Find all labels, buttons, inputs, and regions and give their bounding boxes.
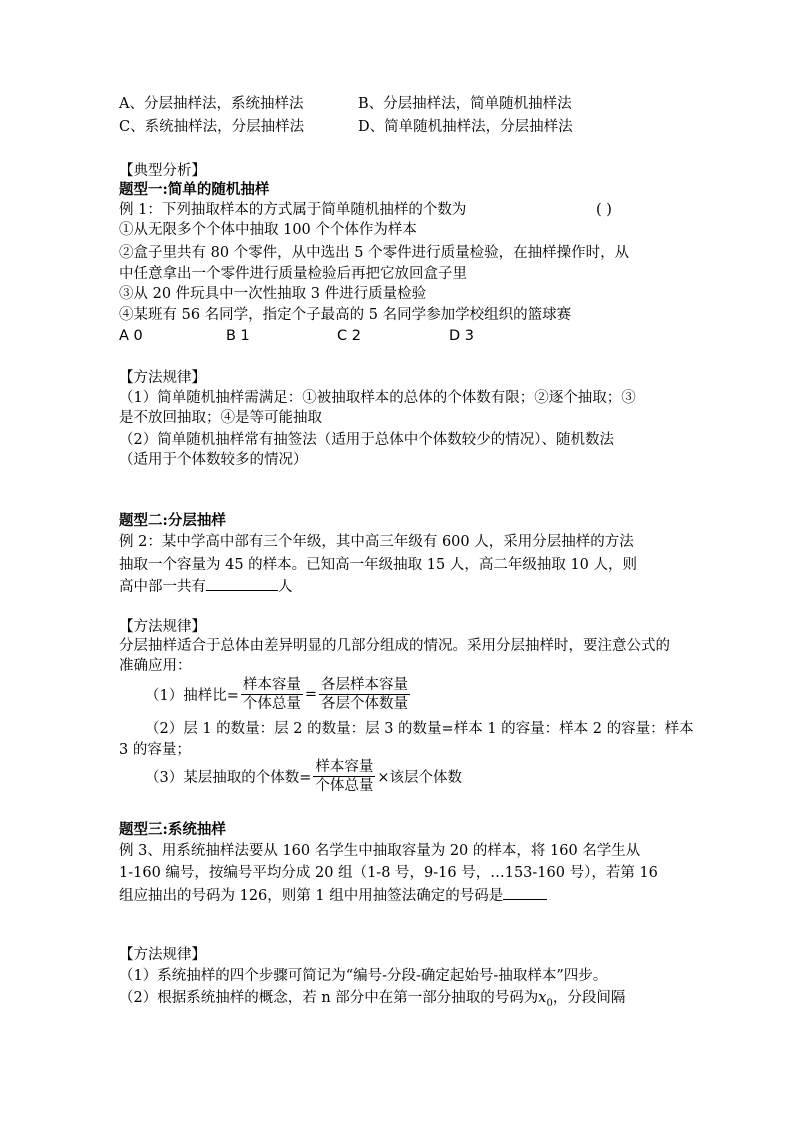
formula1-equals: = (304, 686, 318, 703)
fraction-layer-sample-over-layer-count (319, 676, 410, 713)
fraction-sample-over-total (241, 676, 303, 713)
type1-choice-b: B 1 (226, 328, 250, 344)
type2-rule-line-2: 准确应用： (119, 658, 192, 674)
option-a: A、分层抽样法，系统抽样法 (119, 96, 304, 112)
type3-rule-tail: ，分段间隔 (552, 990, 626, 1006)
type2-title: 题型二:分层抽样 (119, 512, 226, 529)
type1-answer-paren: ( ) (596, 202, 612, 218)
type3-example-line-3 (119, 885, 547, 906)
option-b: B、分层抽样法，简单随机抽样法 (358, 96, 572, 112)
formula2-line-2: 3 的容量； (119, 742, 191, 758)
type2-example-line-3 (119, 576, 293, 597)
type1-rule-title: 【方法规律】 (119, 370, 206, 386)
fraction-denominator: 个体总量 (315, 778, 374, 794)
type3-rule-text: （2）根据系统抽样的概念，若 n 部分中在第一部分抽取的号码为 (119, 990, 539, 1006)
type1-choice-c: C 2 (337, 328, 361, 344)
type1-title: 题型一:简单的随机抽样 (119, 181, 270, 198)
type1-rule-line-2: 是不放回抽取；④是等可能抽取 (119, 410, 322, 426)
type2-example-suffix: 人 (278, 579, 293, 595)
answer-blank (503, 885, 547, 900)
type2-rule-line-1: 分层抽样适合于总体由差异明显的几部分组成的情况。采用分层抽样时，要注意公式的 (119, 638, 670, 654)
section-title: 【典型分析】 (119, 163, 206, 179)
type3-rule-line-2 (119, 988, 625, 1014)
option-d: D、简单随机抽样法，分层抽样法 (358, 119, 573, 135)
type2-example-line-2: 抽取一个容量为 45 的样本。已知高一年级抽取 15 人，高二年级抽取 10 人，则 (119, 557, 638, 573)
fraction-denominator: 个体总量 (242, 696, 301, 712)
formula-sampling-ratio (145, 676, 412, 713)
type2-rule-title: 【方法规律】 (119, 619, 206, 635)
x-subscript: 0 (546, 997, 553, 1009)
formula2-line-1: （2）层 1 的数量：层 2 的数量：层 3 的数量=样本 1 的容量：样本 2 的容量：样本 (145, 721, 694, 737)
option-c: C、系统抽样法，分层抽样法 (119, 119, 305, 135)
fraction-numerator: 各层样本容量 (321, 677, 409, 693)
fraction-numerator: 样本容量 (242, 677, 301, 693)
type3-title: 题型三:系统抽样 (119, 821, 226, 838)
formula3-suffix: ×该层个体数 (377, 770, 463, 786)
x0-variable (538, 990, 553, 1009)
formula1-prefix: （1）抽样比= (145, 688, 239, 704)
type1-example (119, 200, 466, 220)
type1-item-1: ①从无限多个个体中抽取 100 个个体作为样本 (119, 222, 417, 238)
type1-choice-a: A 0 (119, 328, 143, 344)
type1-example-text: 例 1：下列抽取样本的方式属于简单随机抽样的个数为 (119, 202, 467, 218)
type1-item-3: ③从 20 件玩具中一次性抽取 3 件进行质量检验 (119, 286, 427, 302)
type1-choice-d: D 3 (449, 328, 474, 344)
type1-rule-line-1: （1）简单随机抽样需满足：①被抽取样本的总体的个体数有限；②逐个抽取；③ (119, 390, 636, 406)
type3-rule-title: 【方法规律】 (119, 947, 206, 963)
type1-rule-line-4: （适用于个体数较多的情况） (119, 452, 308, 468)
formula-layer-count (145, 758, 462, 795)
type2-example-text: 高中部一共有 (119, 579, 206, 595)
type3-rule-line-1: （1）系统抽样的四个步骤可简记为“编号-分段-确定起始号-抽取样本”四步。 (119, 968, 608, 984)
fraction-numerator: 样本容量 (315, 759, 374, 775)
type1-item-2-cont: 中任意拿出一个零件进行质量检验后再把它放回盒子里 (119, 266, 467, 282)
type1-item-2: ②盒子里共有 80 个零件，从中选出 5 个零件进行质量检验，在抽样操作时，从 (119, 245, 630, 261)
type3-example-text: 组应抽出的号码为 126，则第 1 组中用抽签法确定的号码是 (119, 888, 504, 904)
formula3-prefix: （3）某层抽取的个体数= (145, 770, 312, 786)
fraction-sample-over-total (313, 758, 375, 795)
type2-example-line-1: 例 2：某中学高中部有三个年级，其中高三年级有 600 人，采用分层抽样的方法 (119, 534, 634, 550)
type3-example-line-1: 例 3、用系统抽样法要从 160 名学生中抽取容量为 20 的样本，将 160 名学生从 (119, 843, 641, 859)
type1-rule-line-3: （2）简单随机抽样常有抽签法（适用于总体中个体数较少的情况）、随机数法 (119, 432, 614, 448)
type3-example-line-2: 1-160 编号，按编号平均分成 20 组（1-8 号，9-16 号，…153-160 号），若第 16 (119, 865, 658, 881)
x-symbol: x (538, 990, 547, 1006)
type1-item-4: ④某班有 56 名同学，指定个子最高的 5 名同学参加学校组织的篮球赛 (119, 307, 572, 323)
answer-blank (206, 576, 278, 591)
fraction-denominator: 各层个体数量 (321, 696, 409, 712)
